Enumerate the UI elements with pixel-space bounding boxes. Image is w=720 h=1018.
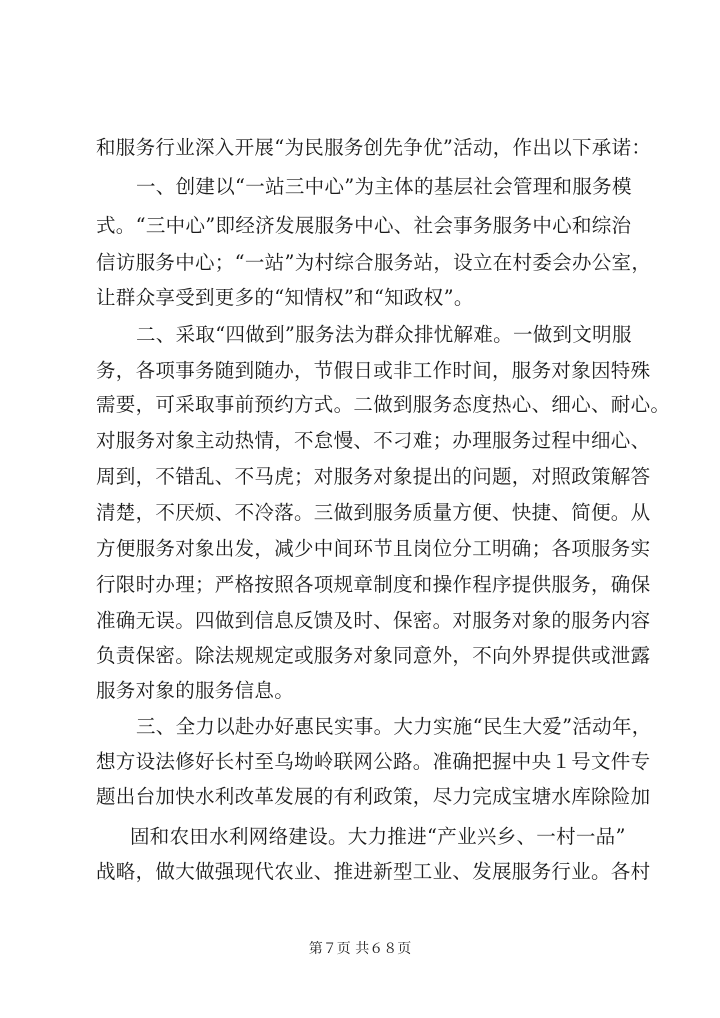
page-number-footer: 第７页 共６８页: [308, 941, 412, 957]
text-line: 对服务对象主动热情，不怠慢、不刁难；办理服务过程中细心、: [96, 429, 651, 452]
text-line: 清楚，不厌烦、不冷落。三做到服务质量方便、快捷、简便。从: [96, 501, 651, 524]
text-line: 周到，不错乱、不马虎；对服务对象提出的问题，对照政策解答: [96, 465, 651, 488]
text-line: 式。“三中心”即经济发展服务中心、社会事务服务中心和综治: [96, 214, 632, 237]
text-line: 固和农田水利网络建设。大力推进“产业兴乡、一村一品”: [130, 825, 626, 848]
text-line: 和服务行业深入开展“为民服务创先争优”活动，作出以下承诺：: [96, 136, 652, 159]
text-line: 务，各项事务随到随办，节假日或非工作时间，服务对象因特殊: [96, 359, 651, 382]
paragraph-2-start: 二、采取“四做到”服务法为群众排忧解难。一做到文明服: [136, 323, 632, 346]
text-line: 信访服务中心；“一站”为村综合服务站，设立在村委会办公室，: [96, 251, 652, 274]
text-line: 战略，做大做强现代农业、推进新型工业、发展服务行业。各村: [96, 860, 651, 883]
text-line: 让群众享受到更多的“知情权”和“知政权”。: [96, 286, 474, 309]
text-line: 准确无误。四做到信息反馈及时、保密。对服务对象的服务内容: [96, 609, 651, 632]
text-line: 想方设法修好长村至乌坳岭联网公路。准确把握中央１号文件专: [96, 750, 651, 773]
paragraph-3-start: 三、全力以赴办好惠民实事。大力实施“民生大爱”活动年，: [136, 715, 652, 738]
text-line: 服务对象的服务信息。: [96, 679, 295, 702]
text-line: 行限时办理；严格按照各项规章制度和操作程序提供服务，确保: [96, 573, 651, 596]
text-line: 题出台加快水利改革发展的有利政策，尽力完成宝塘水库除险加: [96, 785, 651, 808]
paragraph-1-start: 一、创建以“一站三中心”为主体的基层社会管理和服务模: [136, 175, 632, 198]
text-line: 需要，可采取事前预约方式。二做到服务态度热心、细心、耐心。: [96, 393, 671, 416]
text-line: 负责保密。除法规规定或服务对象同意外，不向外界提供或泄露: [96, 644, 651, 667]
text-line: 方便服务对象出发，减少中间环节且岗位分工明确；各项服务实: [96, 537, 651, 560]
